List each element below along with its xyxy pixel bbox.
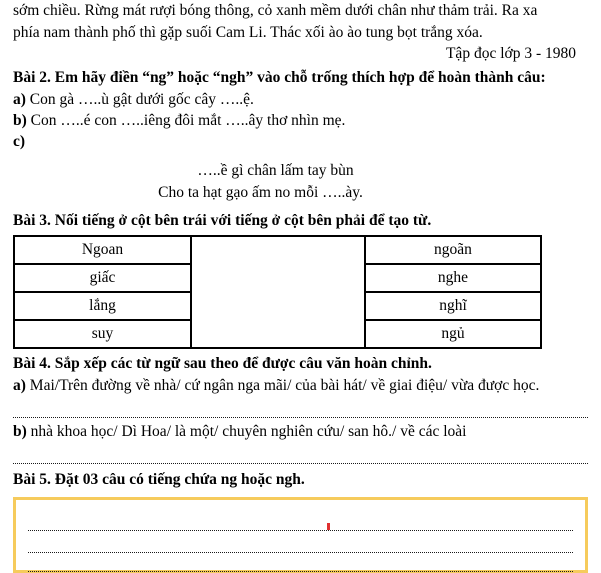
reading-passage [13, 0, 588, 43]
bai2-item-b-label: b) [13, 111, 27, 129]
bai5-answer-line-3[interactable] [28, 553, 573, 572]
bai2-item-b-text: Con …..é con …..iêng đôi mắt …..ây thơ nhìn mẹ. [30, 111, 346, 129]
bai5-answer-box[interactable] [13, 497, 588, 573]
matching-table [13, 235, 542, 349]
bai4-answer-line-b[interactable] [13, 448, 588, 464]
table-row [14, 236, 541, 264]
bai4-answer-line-a[interactable] [13, 402, 588, 418]
passage-line-1: sớm chiều. Rừng mát rượi bóng thông, cỏ xanh mềm dưới chân như thảm trải. Ra xa [13, 2, 538, 19]
match-left-cell[interactable]: giấc [14, 264, 191, 292]
bai4-heading: Bài 4. Sắp xếp các từ ngữ sau theo để được câu văn hoàn chỉnh. [13, 354, 432, 372]
passage-attribution: Tập đọc lớp 3 - 1980 [445, 45, 576, 62]
bai4-item-b-text: nhà khoa học/ Dì Hoa/ là một/ chuyên nghiên cứu/ san hô./ về các loài [30, 422, 467, 440]
bai2-item-a [13, 89, 588, 110]
bai2-heading: Bài 2. Em hãy điền “ng” hoặc “ngh” vào chỗ trống thích hợp để hoàn thành câu: [13, 68, 546, 86]
match-right-cell[interactable]: nghĩ [365, 292, 541, 320]
bai2-poem-line-2: Cho ta hạt gạo ấm no mỗi …..ày. [158, 183, 363, 201]
text-cursor-marker [327, 523, 330, 530]
passage-line-2: phía nam thành phố thì gặp suối Cam Li. Thác xối ào ào tung bọt trắng xóa. [13, 23, 483, 41]
match-left-cell[interactable]: suy [14, 320, 191, 348]
spacer [13, 152, 588, 160]
bai2-item-a-text: Con gà …..ù gật dưới gốc cây …..ệ. [29, 90, 254, 108]
bai2-item-c-label: c) [13, 132, 26, 150]
bai2-poem-line-1: …..ề gì chân lấm tay bùn [197, 161, 354, 179]
match-middle-drawing-area[interactable] [191, 236, 365, 348]
bai4-item-a [13, 375, 588, 396]
bai5-answer-line-1[interactable] [28, 509, 573, 531]
bai5-answer-line-2[interactable] [28, 531, 573, 553]
bai3-heading: Bài 3. Nối tiếng ở cột bên trái với tiếng ở cột bên phải để tạo từ. [13, 211, 432, 229]
match-left-cell[interactable]: Ngoan [14, 236, 191, 264]
match-right-cell[interactable]: ngủ [365, 320, 541, 348]
bai4-item-b [13, 421, 588, 442]
bai4-item-a-label: a) [13, 376, 26, 394]
bai4-item-a-text: Mai/Trên đường về nhà/ cứ ngân nga mãi/ của bài hát/ về giai điệu/ vừa được học. [29, 376, 540, 394]
bai2-item-b [13, 110, 588, 131]
match-right-cell[interactable]: nghe [365, 264, 541, 292]
bai4-item-b-label: b) [13, 422, 27, 440]
bai2-item-c [13, 131, 588, 152]
bai2-item-a-label: a) [13, 90, 26, 108]
match-left-cell[interactable]: lắng [14, 292, 191, 320]
match-right-cell[interactable]: ngoãn [365, 236, 541, 264]
bai5-heading: Bài 5. Đặt 03 câu có tiếng chứa ng hoặc ngh. [13, 470, 305, 488]
